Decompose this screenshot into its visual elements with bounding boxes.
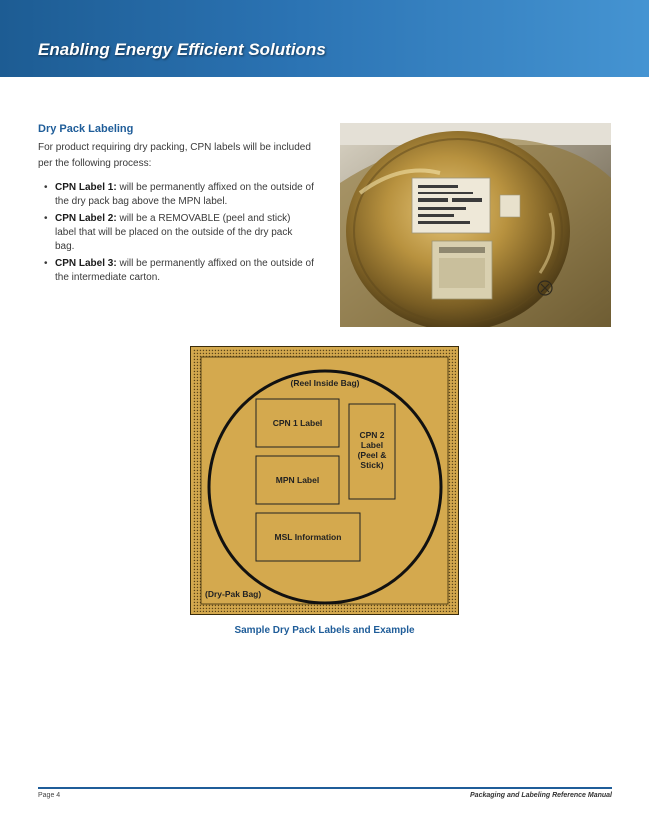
- dry-pack-photo-image: [340, 123, 611, 327]
- cpn2-label: [349, 430, 395, 470]
- list-item: [44, 257, 314, 285]
- cpn2-label-line: Stick): [360, 460, 384, 470]
- page-number: Page 4: [38, 792, 61, 799]
- bullet-icon: •: [44, 213, 48, 224]
- reel-label: (Reel Inside Bag): [290, 378, 360, 388]
- bullet-text: will be a REMOVABLE (peel and stick) label that will be placed on the outside of the dry pack bag.: [55, 213, 293, 252]
- intro-paragraph: For product requiring dry packing, CPN labels will be included per the following process:: [38, 142, 311, 169]
- bullet-label: CPN Label 3:: [55, 258, 117, 269]
- bullet-label: CPN Label 1:: [55, 182, 117, 193]
- msl-label: MSL Information: [274, 532, 342, 542]
- cpn2-label-line: (Peel &: [357, 450, 387, 460]
- bullet-text: will be permanently affixed on the outside of the intermediate carton.: [55, 258, 314, 283]
- cpn2-label-line: Label: [360, 440, 384, 450]
- header-banner: [0, 0, 649, 77]
- dry-pack-diagram: [190, 346, 459, 615]
- bullet-icon: •: [44, 182, 48, 193]
- cpn-label-list: [44, 181, 314, 288]
- bullet-label: CPN Label 2:: [55, 213, 117, 224]
- header-title: Enabling Energy Efficient Solutions: [38, 40, 326, 59]
- bullet-icon: •: [44, 258, 48, 269]
- bullet-text: will be permanently affixed on the outside of the dry pack bag above the MPN label.: [55, 182, 314, 207]
- dry-pack-photo: [340, 123, 611, 327]
- list-item: [44, 181, 314, 209]
- list-item: [44, 212, 314, 254]
- diagram-caption: Sample Dry Pack Labels and Example: [234, 625, 415, 636]
- footer-rule: [38, 787, 612, 789]
- cpn1-label: CPN 1 Label: [272, 418, 323, 428]
- section-heading: Dry Pack Labeling: [38, 123, 134, 135]
- bag-label: (Dry-Pak Bag): [205, 589, 262, 599]
- mpn-label: MPN Label: [275, 475, 320, 485]
- cpn2-label-line: CPN 2: [359, 430, 385, 440]
- manual-title: Packaging and Labeling Reference Manual: [470, 792, 612, 799]
